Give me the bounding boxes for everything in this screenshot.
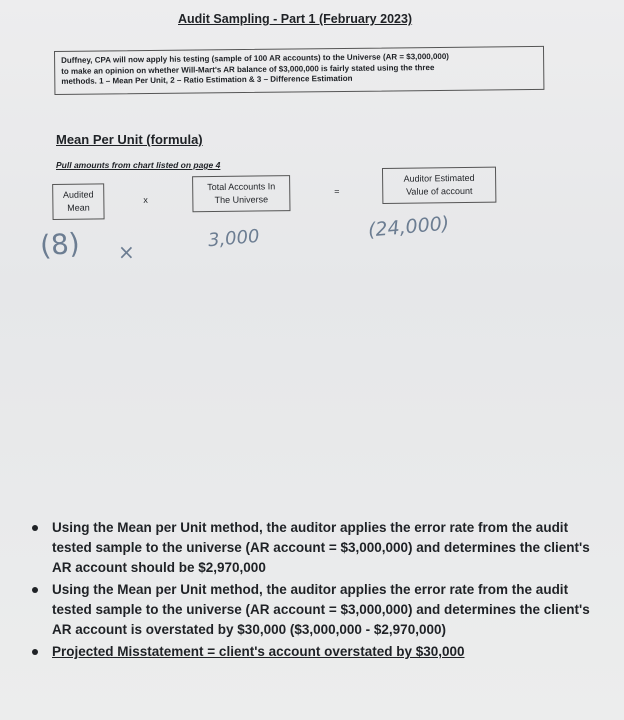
bullet-icon: [32, 525, 38, 531]
bullet-text: Projected Misstatement = client's account overstated by $30,000: [52, 644, 465, 659]
bullet-text: Using the Mean per Unit method, the auditor applies the error rate from the audit tested sample to the universe (AR account = $3,000,000) and determines the client's AR account is overstated by $30,000 ($3,000,000 - $2,970,000): [52, 582, 590, 637]
estimated-value-cell: [382, 167, 496, 204]
bullet-text: Using the Mean per Unit method, the auditor applies the error rate from the audit tested sample to the universe (AR account = $3,000,000) and determines the client's AR account should be $2,970,000: [52, 520, 590, 575]
bullet-icon: [32, 649, 38, 655]
bullet-list: [28, 518, 598, 664]
handwritten-mean: (8): [38, 226, 81, 263]
handwritten-result: (24,000): [367, 212, 451, 242]
audited-mean-cell: [52, 183, 104, 220]
intro-line: to make an opinion on whether Will-Mart's AR balance of $3,000,000 is fairly stated using the three: [61, 62, 435, 76]
list-item: [28, 642, 598, 662]
cell-text: Mean: [67, 202, 90, 213]
bullet-icon: [32, 587, 38, 593]
cell-text: Auditor Estimated: [403, 172, 475, 184]
section-heading: Mean Per Unit (formula): [56, 132, 203, 147]
pull-note: Pull amounts from chart listed on page 4: [56, 160, 221, 170]
cell-text: The Universe: [214, 194, 269, 206]
cell-text: Total Accounts In: [207, 181, 276, 193]
formula-row: [52, 167, 499, 216]
cell-text: Value of account: [406, 185, 473, 197]
intro-box: [54, 46, 544, 95]
total-accounts-cell: [192, 175, 290, 212]
intro-line: methods. 1 – Mean Per Unit, 2 – Ratio Estimation & 3 – Difference Estimation: [61, 73, 353, 86]
cell-text: Audited: [62, 189, 94, 200]
page-title: Audit Sampling - Part 1 (February 2023): [178, 12, 413, 26]
list-item: [28, 518, 598, 578]
multiply-operator: x: [143, 194, 148, 205]
list-item: [28, 580, 598, 640]
handwritten-times: ×: [118, 240, 135, 264]
handwritten-universe: 3,000: [207, 225, 261, 252]
intro-line: Duffney, CPA will now apply his testing (sample of 100 AR accounts) to the Universe (AR = $3,000,000): [61, 51, 449, 65]
equals-operator: =: [334, 186, 340, 197]
